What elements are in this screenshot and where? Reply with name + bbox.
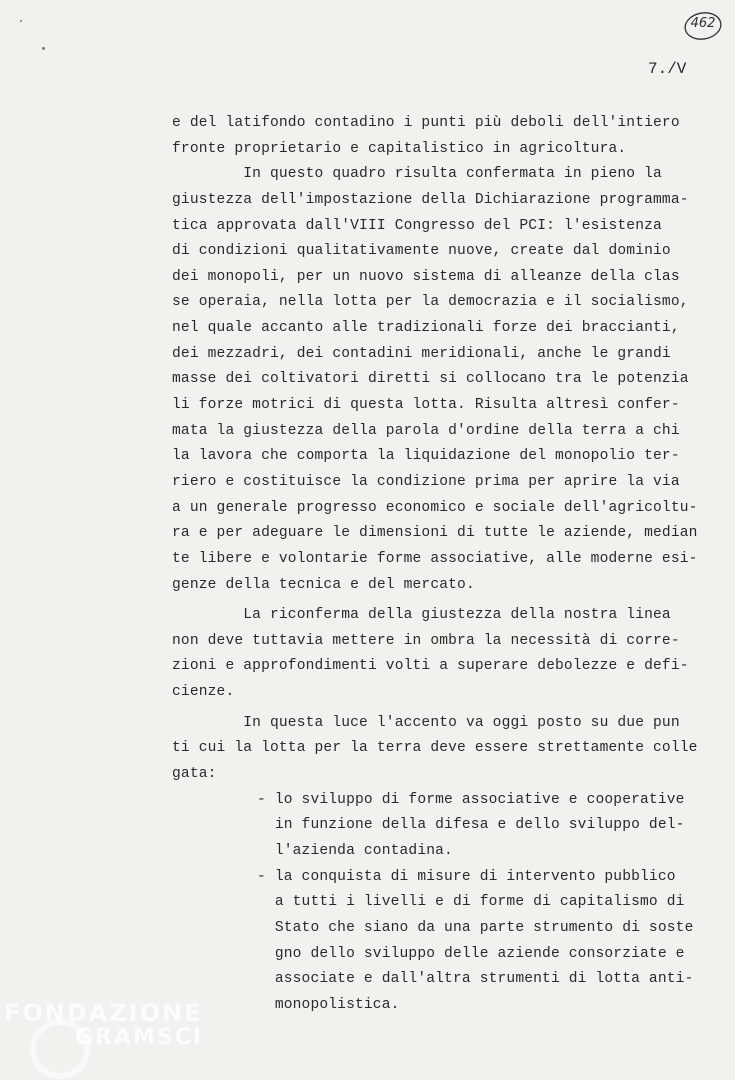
text-line: a un generale progresso economico e sociale dell'agricoltu-: [172, 500, 698, 516]
page-number: 7./V: [648, 60, 687, 78]
watermark-line-2: GRAMSCI: [75, 1025, 204, 1050]
text-line: In questo quadro risulta confermata in pieno la: [172, 166, 662, 182]
list-item: gno dello sviluppo delle aziende consorziate e: [257, 946, 685, 962]
text-line: la lavora che comporta la liquidazione del monopolio ter-: [172, 448, 680, 464]
list-item: monopolistica.: [257, 997, 400, 1013]
text-line: e del latifondo contadino i punti più deboli dell'intiero: [172, 115, 680, 131]
text-line: se operaia, nella lotta per la democrazia e il socialismo,: [172, 294, 689, 310]
text-line: In questa luce l'accento va oggi posto su due pun: [172, 715, 680, 731]
list-item: a tutti i livelli e di forme di capitalismo di: [257, 894, 685, 910]
folio-number: 462: [690, 16, 716, 31]
text-line: di condizioni qualitativamente nuove, create dal dominio: [172, 243, 671, 259]
paper-speck: [42, 47, 45, 50]
watermark-line-1: FONDAZIONE: [4, 999, 203, 1027]
archive-watermark: [0, 995, 204, 1080]
text-line: giustezza dell'impostazione della Dichiarazione programma-: [172, 192, 689, 208]
text-line: riero e costituisce la condizione prima per aprire la via: [172, 474, 680, 490]
text-line: tica approvata dall'VIII Congresso del PCI: l'esistenza: [172, 218, 662, 234]
text-line: masse dei coltivatori diretti si collocano tra le potenzia: [172, 371, 689, 387]
text-line: ti cui la lotta per la terra deve essere strettamente colle: [172, 740, 698, 756]
list-item: in funzione della difesa e dello sviluppo del-: [257, 817, 685, 833]
list-item: Stato che siano da una parte strumento di soste: [257, 920, 694, 936]
text-line: nel quale accanto alle tradizionali forze dei braccianti,: [172, 320, 680, 336]
text-line: La riconferma della giustezza della nostra linea: [172, 607, 671, 623]
paper-speck: [20, 20, 22, 22]
list-item: associate e dall'altra strumenti di lotta anti-: [257, 971, 694, 987]
text-line: gata:: [172, 766, 217, 782]
text-line: fronte proprietario e capitalistico in agricoltura.: [172, 141, 627, 157]
list-item: - la conquista di misure di intervento pubblico: [257, 869, 676, 885]
text-line: cienze.: [172, 684, 235, 700]
text-line: mata la giustezza della parola d'ordine della terra a chi: [172, 423, 680, 439]
text-line: non deve tuttavia mettere in ombra la necessità di corre-: [172, 633, 680, 649]
text-line: dei monopoli, per un nuovo sistema di alleanze della clas: [172, 269, 680, 285]
list-item: - lo sviluppo di forme associative e cooperative: [257, 792, 685, 808]
text-line: genze della tecnica e del mercato.: [172, 577, 475, 593]
folio-stamp: [683, 10, 723, 42]
list-item: l'azienda contadina.: [257, 843, 453, 859]
text-line: te libere e volontarie forme associative, alle moderne esi-: [172, 551, 698, 567]
text-line: ra e per adeguare le dimensioni di tutte le aziende, median: [172, 525, 698, 541]
text-line: dei mezzadri, dei contadini meridionali, anche le grandi: [172, 346, 671, 362]
text-line: zioni e approfondimenti volti a superare debolezze e defi-: [172, 658, 689, 674]
text-line: li forze motrici di questa lotta. Risulta altresì confer-: [172, 397, 680, 413]
